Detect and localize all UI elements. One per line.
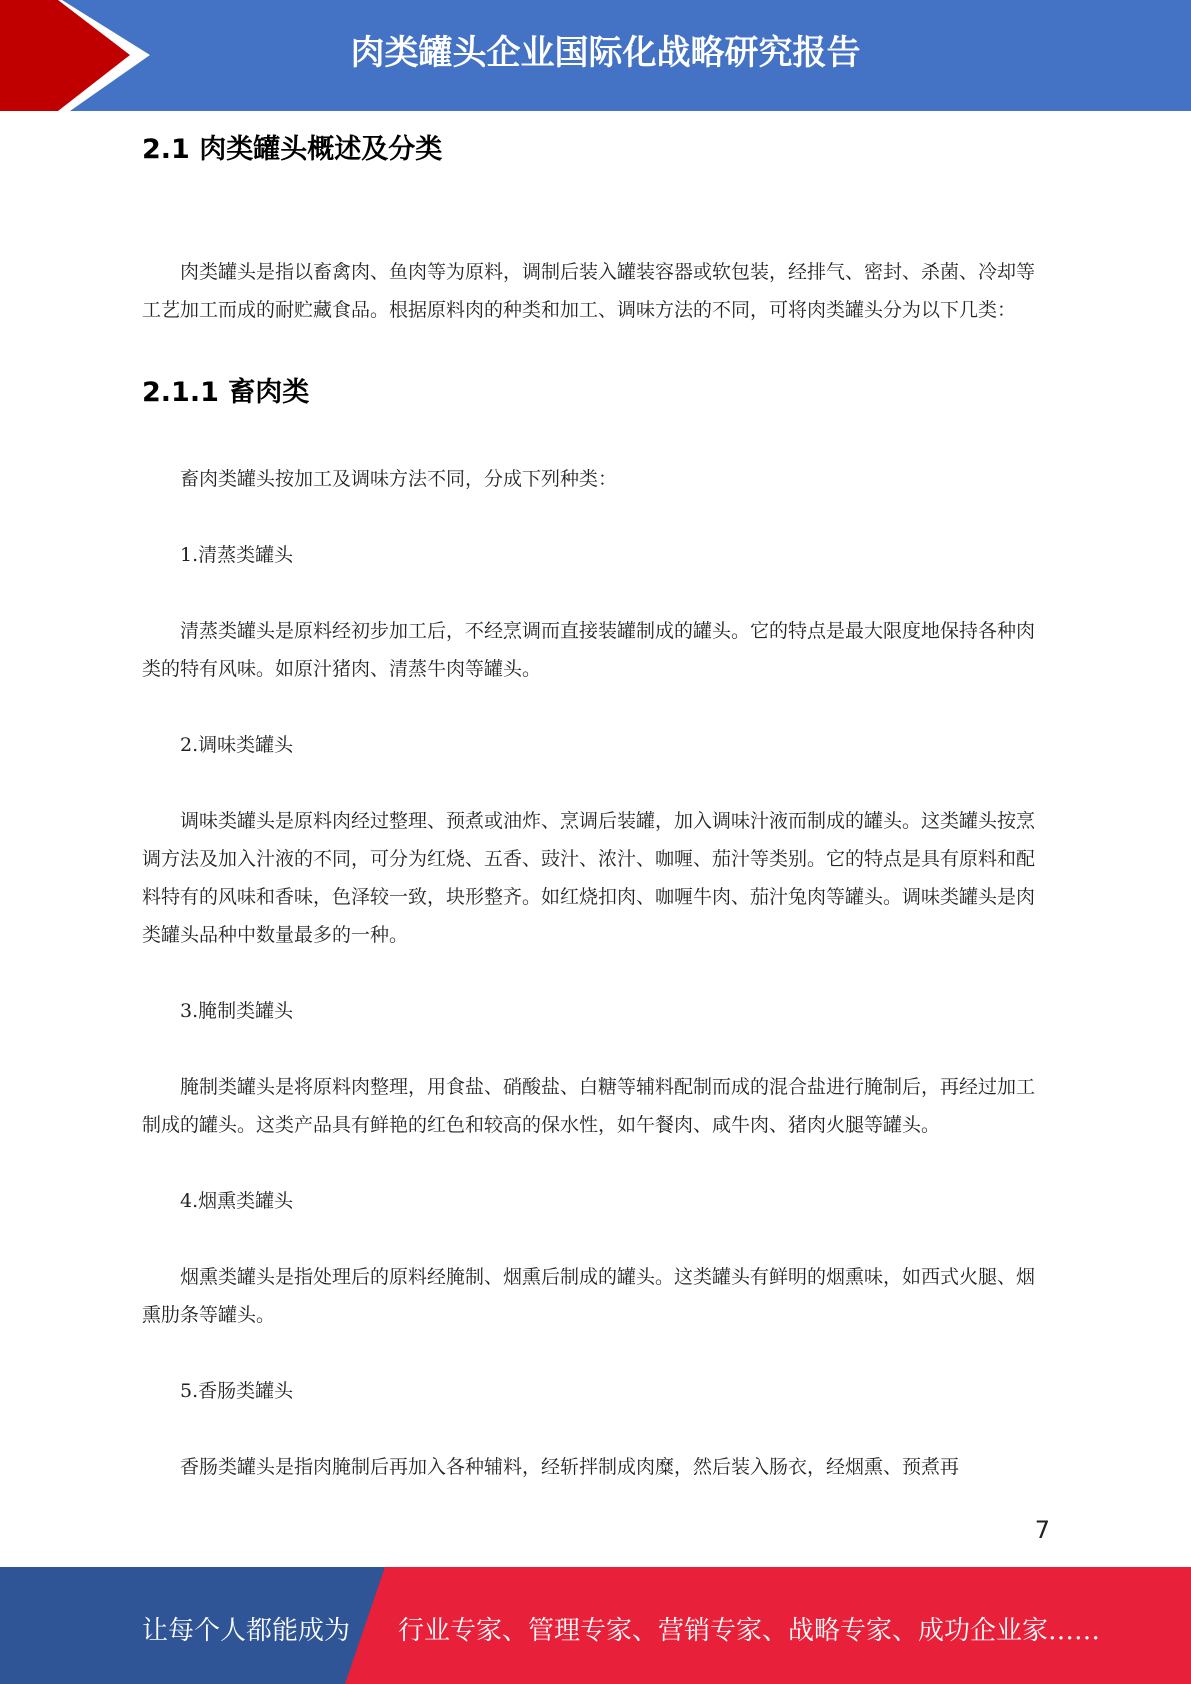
item-paragraph: 香肠类罐头是指肉腌制后再加入各种辅料，经斩拌制成肉糜，然后装入肠衣，经烟熏、预煮再 (180, 1456, 960, 1478)
item-label: 2.调味类罐头 (180, 734, 294, 756)
page-number: 7 (1034, 1516, 1050, 1544)
subsection-intro-paragraph: 畜肉类罐头按加工及调味方法不同，分成下列种类： (180, 468, 618, 490)
report-title: 肉类罐头企业国际化战略研究报告 (350, 33, 861, 73)
section-heading: 2.1 肉类罐头概述及分类 (142, 134, 443, 165)
section-intro-paragraph: 肉类罐头是指以畜禽肉、鱼肉等为原料，调制后装入罐装容器或软包装，经排气、密封、杀菌、冷却等工艺加工而成的耐贮藏食品。根据原料肉的种类和加工、调味方法的不同，可将肉类罐头分为以下几类： (142, 261, 1036, 321)
item-label: 3.腌制类罐头 (180, 1000, 294, 1022)
header-bar (0, 0, 1191, 111)
subsection-heading: 2.1.1 畜肉类 (142, 377, 310, 408)
footer-slogan-left: 让每个人都能成为 (142, 1616, 351, 1646)
item-paragraph: 烟熏类罐头是指处理后的原料经腌制、烟熏后制成的罐头。这类罐头有鲜明的烟熏味，如西式火腿、烟熏肋条等罐头。 (142, 1266, 1036, 1326)
item-label: 1.清蒸类罐头 (180, 544, 294, 566)
item-paragraph: 调味类罐头是原料肉经过整理、预煮或油炸、烹调后装罐，加入调味汁液而制成的罐头。这类罐头按烹调方法及加入汁液的不同，可分为红烧、五香、豉汁、浓汁、咖喱、茄汁等类别。它的特点是具有原料和配料特有的风味和香味，色泽较一致，块形整齐。如红烧扣肉、咖喱牛肉、茄汁兔肉等罐头。调味类罐头是肉类罐头品种中数量最多的一种。 (142, 810, 1036, 946)
item-label: 5.香肠类罐头 (180, 1380, 294, 1402)
item-paragraph: 清蒸类罐头是原料经初步加工后，不经烹调而直接装罐制成的罐头。它的特点是最大限度地保持各种肉类的特有风味。如原汁猪肉、清蒸牛肉等罐头。 (142, 620, 1036, 680)
document-body (142, 128, 1044, 1486)
footer-slogan-right: 行业专家、管理专家、营销专家、战略专家、成功企业家…… (398, 1616, 1101, 1646)
item-paragraph: 腌制类罐头是将原料肉整理，用食盐、硝酸盐、白糖等辅料配制而成的混合盐进行腌制后，再经过加工制成的罐头。这类产品具有鲜艳的红色和较高的保水性，如午餐肉、咸牛肉、猪肉火腿等罐头。 (142, 1076, 1036, 1136)
item-label: 4.烟熏类罐头 (180, 1190, 294, 1212)
